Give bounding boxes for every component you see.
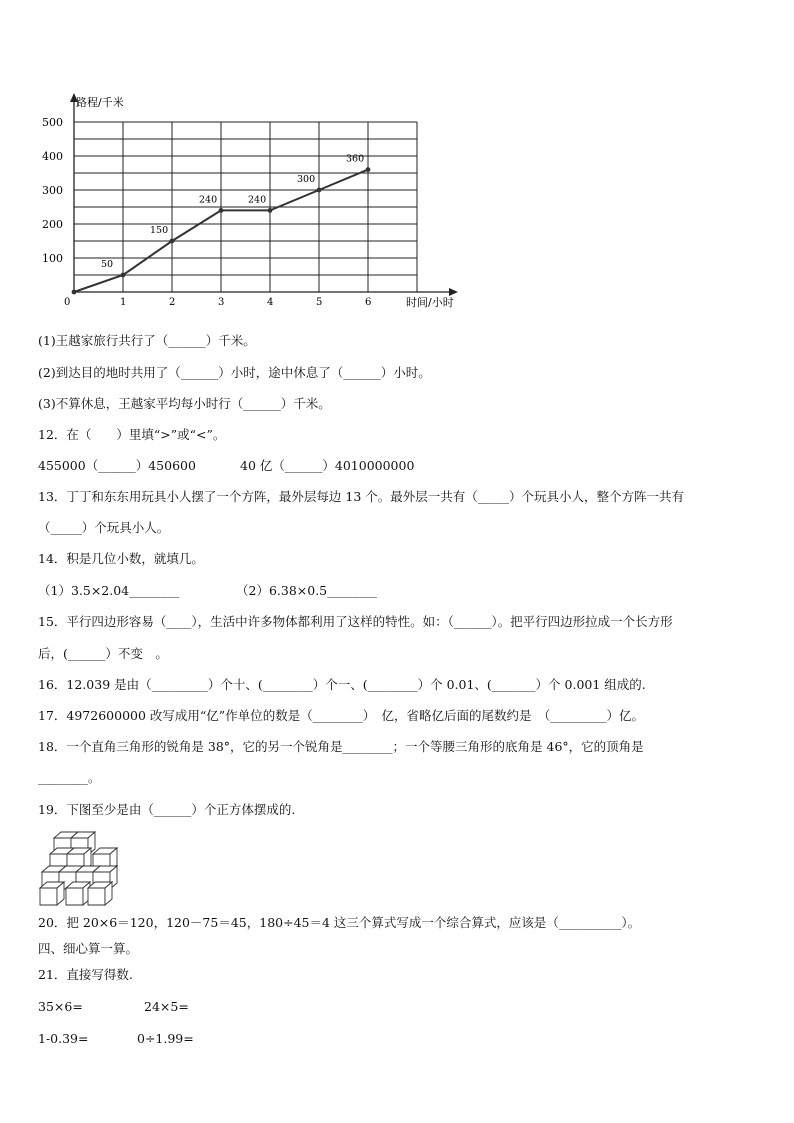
x-tick-label: 4 (267, 297, 274, 308)
data-label: 360 (346, 153, 365, 165)
q21-d: 0÷1.99= (137, 1031, 194, 1046)
data-point (170, 239, 175, 244)
q20: 20．把 20×6＝120，120－75＝45，180÷45＝4 这三个算式写成一个综合算式，应该是（__________）。 (38, 915, 641, 930)
chart-point-labels (101, 154, 364, 270)
data-label: 50 (101, 259, 114, 270)
x-tick-label: 6 (365, 297, 372, 308)
q12-title: 12．在（ ）里填“>”或“<”。 (38, 427, 226, 442)
q16: 16．12.039 是由（_________）个十、(________）个一、(________）个 0.01、(_______）个 0.001 组成的. (38, 677, 646, 692)
q13-line2: （_____）个玩具小人。 (38, 520, 170, 535)
q11-1: (1)王越家旅行共行了（______）千米。 (38, 333, 256, 348)
x-tick-label: 1 (120, 297, 127, 308)
q15-line1: 15．平行四边形容易（____），生活中许多物体都利用了这样的特性。如：（______）。把平行四边形拉成一个长方形 (38, 614, 673, 629)
x-axis-label: 时间/小时 (406, 296, 454, 309)
data-label: 300 (297, 174, 316, 185)
chart-grid (74, 122, 417, 292)
q13-line1: 13．丁丁和东东用玩具小人摆了一个方阵，最外层每边 13 个。最外层一共有（_____）个玩具小人，整个方阵一共有 (38, 489, 685, 504)
q15-line2: 后，(______）不变 。 (38, 646, 168, 661)
q21-a: 35×6= (38, 999, 83, 1014)
x-axis-arrow (449, 288, 458, 296)
x-tick-label: 5 (316, 297, 323, 308)
x-tick-label: 0 (64, 297, 71, 308)
cube-stack-figure (38, 826, 124, 906)
data-point (366, 167, 371, 172)
q21-b: 24×5= (144, 999, 189, 1014)
q12-b: 40 亿（______）4010000000 (240, 458, 415, 473)
distance-time-chart (30, 88, 480, 318)
q18-line2: ________。 (38, 770, 101, 785)
q19: 19．下图至少是由（______）个正方体摆成的. (38, 802, 296, 817)
y-tick-label: 500 (42, 116, 63, 129)
q18-line1: 18．一个直角三角形的锐角是 38°，它的另一个锐角是________；一个等腰三角形的底角是 46°，它的顶角是 (38, 739, 644, 754)
data-point (268, 208, 273, 213)
q17: 17．4972600000 改写成用“亿”作单位的数是（________） 亿，省略亿后面的尾数约是 （_________）亿。 (38, 708, 644, 723)
data-point (317, 188, 322, 193)
data-point (219, 208, 224, 213)
y-tick-label: 200 (42, 218, 63, 231)
x-tick-label: 2 (169, 297, 176, 308)
q11-2: (2)到达目的地时共用了（______）小时，途中休息了（______）小时。 (38, 365, 431, 380)
data-label: 150 (150, 225, 169, 236)
q21-title: 21．直接写得数. (38, 967, 133, 982)
y-tick-label: 100 (42, 252, 63, 265)
data-point (121, 273, 126, 278)
data-point (72, 290, 77, 295)
cube (88, 882, 112, 905)
q11-3: (3)不算休息，王越家平均每小时行（______）千米。 (38, 396, 331, 411)
cube-group (40, 832, 117, 905)
q14-b: （2）6.38×0.5________ (236, 583, 378, 598)
y-axis-label: 路程/千米 (76, 96, 124, 109)
y-tick-label: 300 (42, 184, 63, 197)
data-label: 240 (199, 194, 218, 206)
cube (66, 882, 90, 905)
y-tick-label: 400 (42, 150, 63, 163)
chart-ticks (42, 116, 371, 308)
q21-c: 1-0.39= (38, 1031, 89, 1046)
x-tick-label: 3 (218, 297, 225, 308)
q14-title: 14．积是几位小数，就填几。 (38, 551, 204, 566)
data-label: 240 (248, 194, 267, 206)
q14-a: （1）3.5×2.04________ (38, 583, 180, 598)
q12-a: 455000（______）450600 (38, 458, 196, 473)
section-4-heading: 四、细心算一算。 (38, 941, 139, 956)
cube (40, 882, 64, 905)
